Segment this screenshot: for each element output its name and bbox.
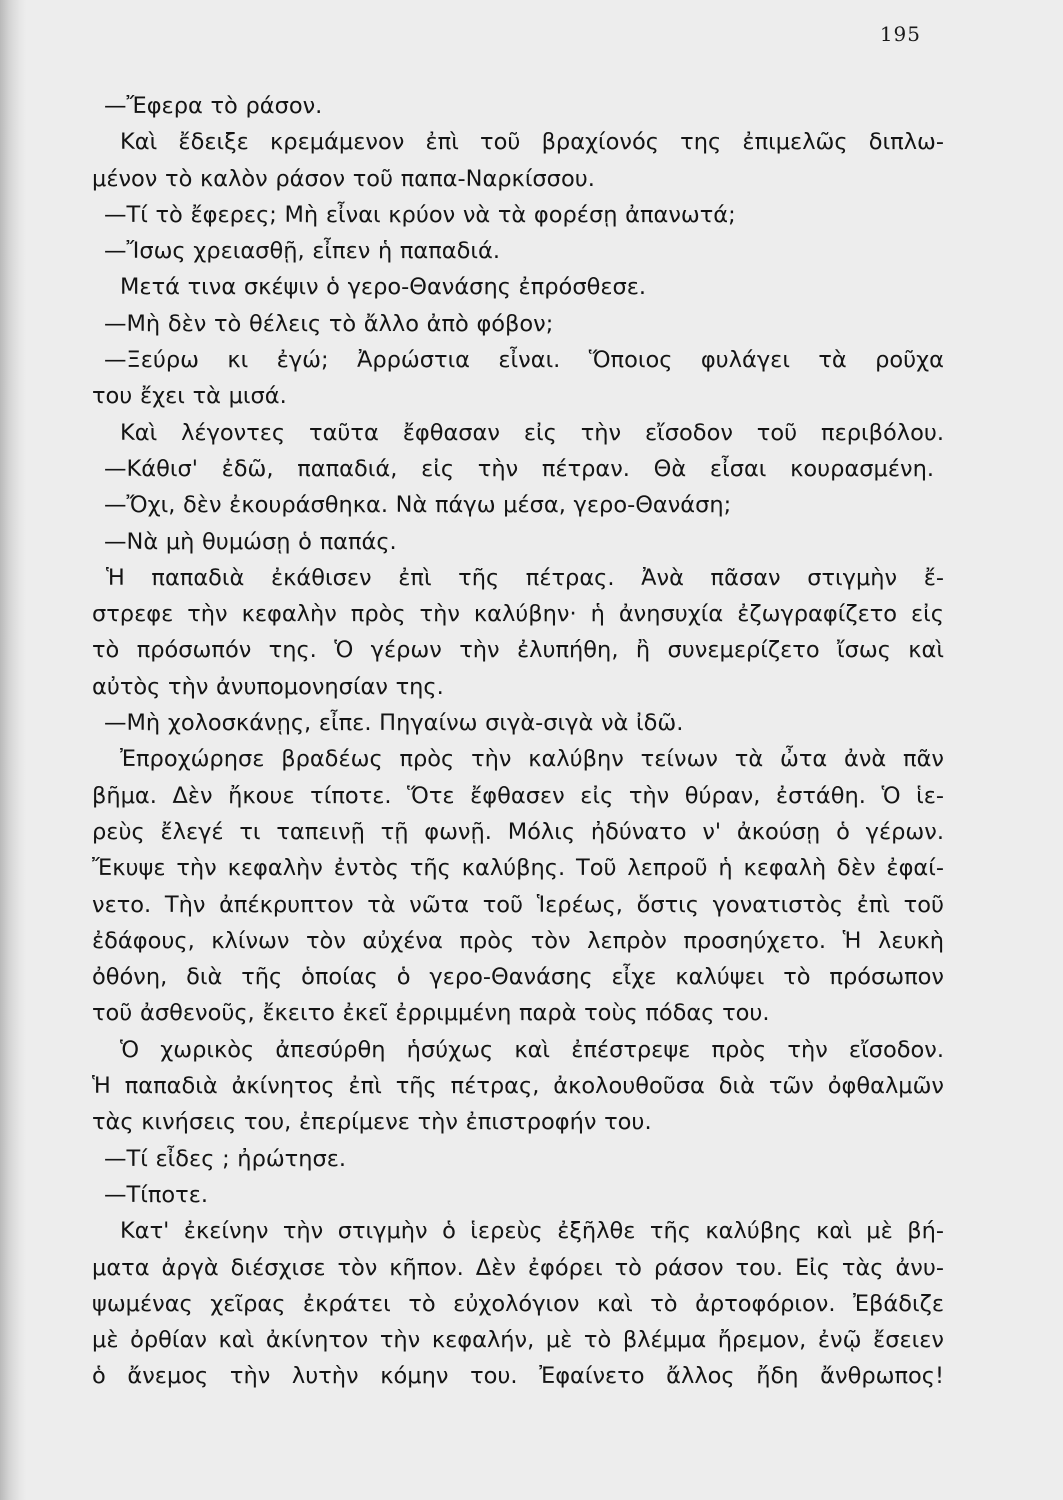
text-line: βῆμα. Δὲν ἤκουε τίποτε. Ὅτε ἔφθασεν εἰς τὴν θύραν, ἐστάθη. Ὁ ἱε-	[92, 782, 944, 809]
text-line: Ἐπροχώρησε βραδέως πρὸς τὴν καλύβην τείνων τὰ ὦτα ἀνὰ πᾶν	[120, 746, 944, 773]
text-line: —Ὄχι, δὲν ἐκουράσθηκα. Νὰ πάγω μέσα, γερο-Θανάση;	[104, 492, 732, 519]
text-line: Κατ' ἐκείνην τὴν στιγμὴν ὁ ἱερεὺς ἐξῆλθε τῆς καλύβης καὶ μὲ βή-	[120, 1218, 944, 1245]
text-line: —Ἔφερα τὸ ράσον.	[104, 93, 323, 119]
text-line: Ἡ παπαδιὰ ἐκάθισεν ἐπὶ τῆς πέτρας. Ἀνὰ πᾶσαν στιγμὴν ἔ-	[106, 564, 944, 591]
text-line: ψωμένας χεῖρας ἐκράτει τὸ εὐχολόγιον καὶ τὸ ἀρτοφόριον. Ἐβάδιζε	[92, 1290, 944, 1317]
text-line: του ἔχει τὰ μισά.	[92, 383, 287, 410]
text-line: —Ξεύρω κι ἐγώ; Ἀρρώστια εἶναι. Ὅποιος φυλάγει τὰ ροῦχα	[104, 347, 944, 374]
text-line: Ἔκυψε τὴν κεφαλὴν ἐντὸς τῆς καλύβης. Τοῦ λεπροῦ ἡ κεφαλὴ δὲν ἐφαί-	[92, 855, 944, 882]
text-line: —Ἴσως χρειασθῇ, εἶπεν ἡ παπαδιά.	[104, 238, 501, 265]
text-line: —Τί τὸ ἔφερες; Μὴ εἶναι κρύον νὰ τὰ φορέσῃ ἀπανωτά;	[104, 201, 736, 228]
spine-shadow	[0, 0, 26, 1500]
text-line: Μετά τινα σκέψιν ὁ γερο-Θανάσης ἐπρόσθεσε.	[120, 274, 647, 301]
body-text	[92, 88, 944, 1395]
text-line: Καὶ ἔδειξε κρεμάμενον ἐπὶ τοῦ βραχίονός της ἐπιμελῶς διπλω-	[120, 129, 944, 156]
text-line: Καὶ λέγοντες ταῦτα ἔφθασαν εἰς τὴν εἴσοδον τοῦ περιβόλου.	[120, 419, 944, 446]
text-line: Ὁ χωρικὸς ἀπεσύρθη ἡσύχως καὶ ἐπέστρεψε πρὸς τὴν εἴσοδον.	[120, 1036, 944, 1063]
text-line: αὐτὸς τὴν ἀνυπομονησίαν της.	[92, 673, 444, 700]
page-number: 195	[879, 22, 921, 46]
text-line: τοῦ ἀσθενοῦς, ἔκειτο ἐκεῖ ἐρριμμένη παρὰ τοὺς πόδας του.	[92, 1000, 770, 1027]
text-line: στρεφε τὴν κεφαλὴν πρὸς τὴν καλύβην· ἡ ἀνησυχία ἐζωγραφίζετο εἰς	[92, 601, 944, 628]
text-line: —Μὴ χολοσκάνῃς, εἶπε. Πηγαίνω σιγὰ-σιγὰ νὰ ἰδῶ.	[104, 710, 684, 737]
text-line: ὁ ἄνεμος τὴν λυτὴν κόμην του. Ἐφαίνετο ἄλλος ἤδη ἄνθρωπος!	[92, 1363, 944, 1390]
text-line: —Νὰ μὴ θυμώσῃ ὁ παπάς.	[104, 528, 397, 555]
text-line: Ἡ παπαδιὰ ἀκίνητος ἐπὶ τῆς πέτρας, ἀκολουθοῦσα διὰ τῶν ὀφθαλμῶν	[92, 1073, 944, 1100]
text-line: ρεὺς ἔλεγέ τι ταπεινῇ τῇ φωνῇ. Μόλις ἠδύνατο ν' ἀκούσῃ ὁ γέρων.	[92, 818, 944, 845]
text-line: τὰς κινήσεις του, ἐπερίμενε τὴν ἐπιστροφήν του.	[92, 1109, 652, 1136]
text-line: τὸ πρόσωπόν της. Ὁ γέρων τὴν ἐλυπήθη, ἢ συνεμερίζετο ἴσως καὶ	[92, 637, 944, 664]
text-line: ματα ἀργὰ διέσχισε τὸν κῆπον. Δὲν ἐφόρει τὸ ράσον του. Εἰς τὰς ἀνυ-	[92, 1254, 944, 1281]
text-line: ἐδάφους, κλίνων τὸν αὐχένα πρὸς τὸν λεπρὸν προσηύχετο. Ἡ λευκὴ	[92, 927, 944, 954]
text-line: —Κάθισ' ἐδῶ, παπαδιά, εἰς τὴν πέτραν. Θὰ εἶσαι κουρασμένη.	[104, 455, 934, 482]
text-line: —Τίποτε.	[104, 1181, 209, 1208]
text-line: μὲ ὀρθίαν καὶ ἀκίνητον τὴν κεφαλήν, μὲ τὸ βλέμμα ἤρεμον, ἐνῷ ἔσειεν	[92, 1327, 944, 1354]
text-line: μένον τὸ καλὸν ράσον τοῦ παπα-Ναρκίσσου.	[92, 165, 595, 192]
text-line: νετο. Τὴν ἀπέκρυπτον τὰ νῶτα τοῦ Ἱερέως, ὅστις γονατιστὸς ἐπὶ τοῦ	[92, 891, 944, 918]
text-line: —Τί εἶδες ; ἠρώτησε.	[104, 1145, 347, 1172]
text-line: —Μὴ δὲν τὸ θέλεις τὸ ἄλλο ἀπὸ φόβον;	[104, 310, 554, 337]
text-line: ὀθόνη, διὰ τῆς ὁποίας ὁ γερο-Θανάσης εἶχε καλύψει τὸ πρόσωπον	[92, 964, 944, 991]
